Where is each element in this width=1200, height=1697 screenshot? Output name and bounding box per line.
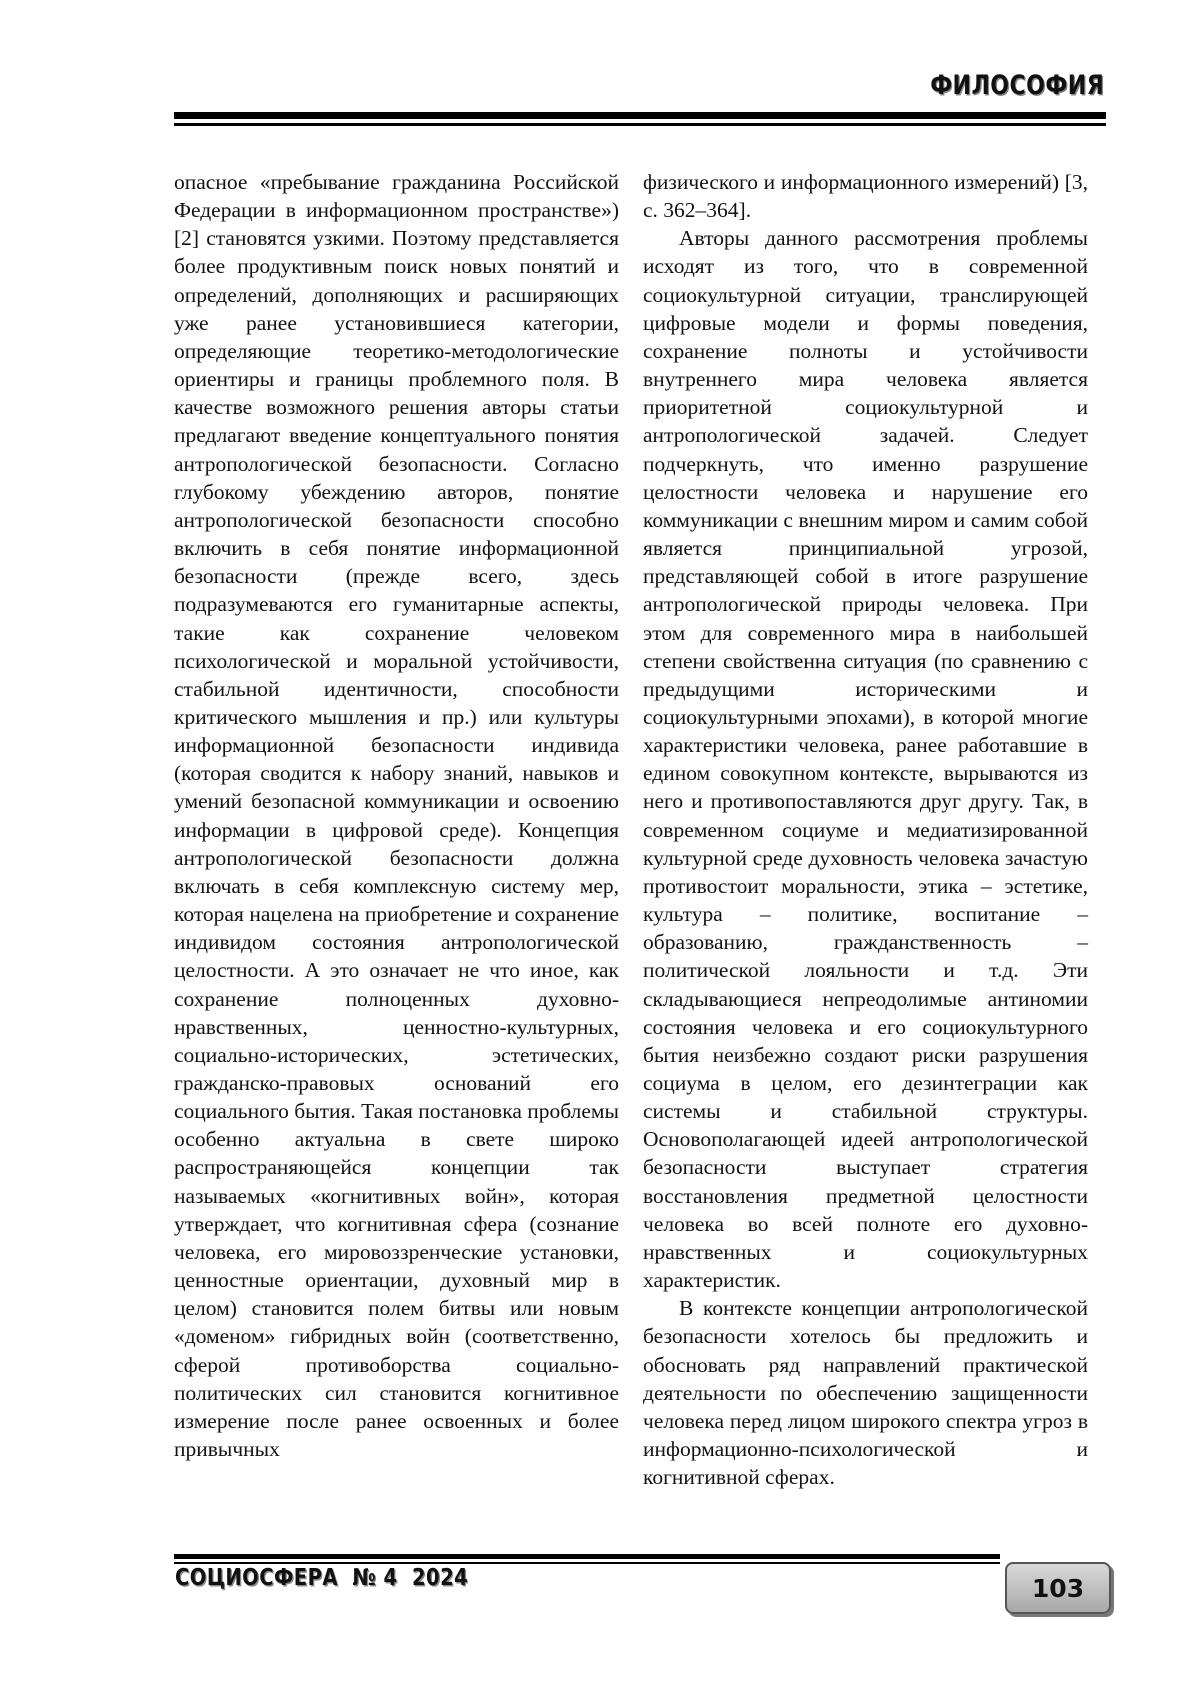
footer-rule-thick	[174, 1554, 1000, 1559]
text-column-left	[174, 168, 619, 1463]
footer-rule-thin	[174, 1562, 1000, 1564]
running-header-section: ФИЛОСОФИЯ	[930, 70, 1104, 101]
paragraph: физического и информационного измерений) [3, с. 362–364].	[643, 170, 1088, 223]
paragraph: В контексте концепции антропологической безопасности хотелось бы предложить и обосновать ряд направлений практической деятельности по обеспечению защищенности человека перед лицом широкого спектра угроз в информационно-психологической и когнитивной сферах.	[643, 1296, 1088, 1490]
paragraph: опасное «пребывание гражданина Российской Федерации в информационном пространстве») [2] становятся узкими. Поэтому представляется более продуктивным поиск новых понятий и определений, дополняющих и расширяющих уже ранее установившиеся категории, определяющие теоретико-методологические ориентиры и границы проблемного поля. В качестве возможного решения авторы статьи предлагают введение концептуального понятия антропологической безопасности. Согласно глубокому убеждению авторов, понятие антропологической безопасности способно включить в себя понятие информационной безопасности (прежде всего, здесь подразумеваются его гуманитарные аспекты, такие как сохранение человеком психологической и моральной устойчивости, стабильной идентичности, способности критического мышления и пр.) или культуры информационной безопасности индивида (которая сводится к набору знаний, навыков и умений безопасной коммуникации и освоению информации в цифровой среде). Концепция антропологической безопасности должна включать в себя комплексную систему мер, которая нацелена на приобретение и сохранение индивидом состояния антропологической целостности. А это означает не что иное, как сохранение полноценных духовно-нравственных, ценностно-культурных, социально-исторических, эстетических, гражданско-правовых оснований его социального бытия. Такая постановка проблемы особенно актуальна в свете широко распространяющейся концепции так называемых «когнитивных войн», которая утверждает, что когнитивная сфера (сознание человека, его мировоззренческие установки, ценностные ориентации, духовный мир в целом) становится полем битвы или новым «доменом» гибридных войн (соответственно, сферой противоборства социально-политических сил становится когнитивное измерение после ранее освоенных и более привычных	[174, 170, 619, 1462]
page-number: 103	[1031, 1573, 1085, 1603]
header-rule-thick	[174, 112, 1106, 119]
paragraph: Авторы данного рассмотрения проблемы исходят из того, что в современной социокультурной ситуации, транслирующей цифровые модели и формы поведения, сохранение полноты и устойчивости внутреннего мира человека является приоритетной социокультурной и антропологической задачей. Следует подчеркнуть, что именно разрушение целостности человека и нарушение его коммуникации с внешним миром и самим собой является принципиальной угрозой, представляющей собой в итоге разрушение антропологической природы человека. При этом для современного мира в наибольшей степени свойственна ситуация (по сравнению с предыдущими историческими и социокультурными эпохами), в которой многие характеристики человека, ранее работавшие в едином совокупном контексте, вырываются из него и противопоставляются друг другу. Так, в современном социуме и медиатизированной культурной среде духовность человека зачастую противостоит моральности, этика – эстетике, культура – политике, воспитание – образованию, гражданственность – политической лояльности и т.д. Эти складывающиеся непреодолимые антиномии состояния человека и его социокультурного бытия неизбежно создают риски разрушения социума в целом, его дезинтеграции как системы и стабильной структуры. Основополагающей идеей антропологической безопасности выступает стратегия восстановления предметной целостности человека во всей полноте его духовно-нравственных и социокультурных характеристик.	[643, 226, 1088, 1293]
footer-journal-title: СОЦИОСФЕРА № 4 2024	[175, 1565, 469, 1591]
page-number-badge	[1005, 1562, 1111, 1614]
header-rule-thin	[174, 123, 1106, 126]
text-column-right	[643, 168, 1088, 1491]
